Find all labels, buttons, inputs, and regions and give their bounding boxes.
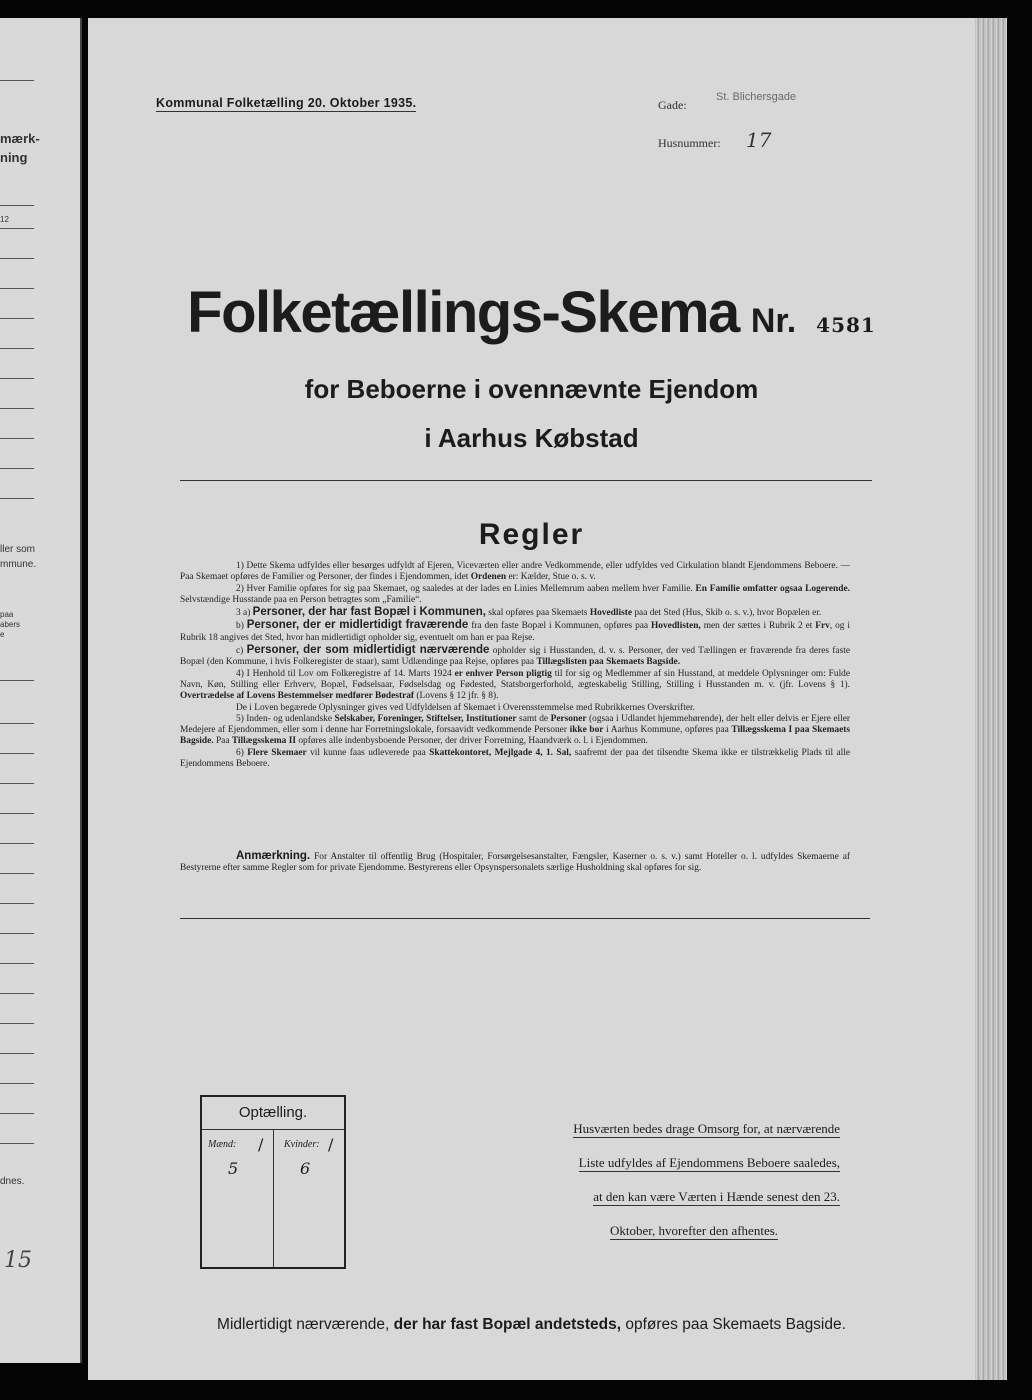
rule-3b: b) Personer, der er midlertidigt fraværende fra den faste Bopæl i Kommunen, opføres paa Hovedlisten, men der sættes i Rubrik 2 et Frv, og i Rubrik 18 angives det Sted, hvor han midlertidigt opholder sig, eventuelt om han er paa Rejse. [180, 619, 851, 643]
rule-line [0, 873, 34, 874]
rule-line [0, 1023, 34, 1024]
census-heading: Kommunal Folketælling 20. Oktober 1935. [156, 96, 417, 110]
count-divider [273, 1130, 274, 1267]
footer-note: Midlertidigt nærværende, der har fast Bopæl andetsteds, opføres paa Skemaets Bagside. [217, 1316, 846, 1333]
rule-line [0, 498, 34, 499]
host-notice-line: Oktober, hvorefter den afhentes. [609, 1223, 779, 1238]
left-fragment: 12 [0, 215, 9, 224]
rule-line [0, 378, 34, 379]
handwritten-note: 15 [4, 1248, 32, 1273]
remark-section [180, 851, 850, 875]
rule-line [0, 468, 34, 469]
census-form-page [88, 18, 975, 1380]
page-stack-edge [975, 18, 1007, 1380]
rule-line [0, 1053, 34, 1054]
rule-line [0, 753, 34, 754]
rule-line [0, 843, 34, 844]
rules-text [180, 561, 850, 770]
check-mark: / [328, 1135, 334, 1154]
left-fragment: mmune. [0, 559, 37, 570]
rule-line [0, 723, 34, 724]
subtitle-line-2: i Aarhus Købstad [424, 423, 639, 453]
rule-line [0, 1143, 34, 1144]
rule-line [0, 408, 34, 409]
left-fragment: ning [0, 150, 28, 165]
rule-line [0, 993, 34, 994]
left-fragment: mærk- [0, 131, 40, 146]
divider [180, 918, 870, 919]
rule-line [0, 813, 34, 814]
rule-1: 1) Dette Skema udfyldes eller besørges udfyldt af Ejeren, Viceværten eller andre Vedkommende, eller udfyldes ved Cirkulation blandt Ejendommens Beboere. — Paa Skemaet opføres de Familier og Personer, der findes i Ejendommen, idet Ordenen er: Kælder, Stue o. s. v. [180, 561, 850, 583]
rule-line [0, 228, 34, 229]
divider [180, 480, 872, 481]
form-title-main: Folketællings-Skema [187, 280, 739, 345]
form-serial-number: 4581 [816, 313, 876, 337]
rule-line [0, 903, 34, 904]
rule-line [0, 1113, 34, 1114]
left-fragment: ller som [0, 544, 36, 555]
left-fragment: dnes. [0, 1176, 25, 1187]
rule-4: 4) I Henhold til Lov om Folkeregistre af 14. Marts 1924 er enhver Person pligtig til for sig og Medlemmer af sin Husstand, at meddele Oplysninger om: Fulde Navn, Køn, Stilling eller Erhverv, Bopæl, Fødselsaar, Fødselsdag og Fødested, Statsborgerforhold, ægteskabelig Stilling, Stilling i Husstanden m. v. (jfr. Lovens § 1). Overtrædelse af Lovens Bestemmelser medfører Bødestraf (Lovens § 12 jfr. § 8). [180, 668, 851, 702]
rule-line [0, 205, 34, 206]
host-notice-line: Liste udfyldes af Ejendommens Beboere saaledes, [578, 1155, 840, 1170]
women-count: 6 [300, 1159, 311, 1178]
rule-line [0, 933, 34, 934]
subtitle-line-1: for Beboerne i ovennævnte Ejendom [304, 374, 759, 404]
left-fragment: paa [0, 610, 14, 619]
count-title: Optælling. [202, 1097, 344, 1130]
left-page-edge [0, 18, 82, 1363]
host-notice-line: at den kan være Værten i Hænde senest den 23. [593, 1189, 840, 1204]
rule-line [0, 1083, 34, 1084]
rule-4-continued: De i Loven begærede Oplysninger gives ved Udfyldelsen af Skemaet i Overensstemmelse med Rubrikkernes Overskrifter. [236, 702, 695, 713]
check-mark: / [258, 1135, 264, 1154]
rule-3a: 3 a) Personer, der har fast Bopæl i Kommunen, skal opføres paa Skemaets Hovedliste paa det Sted (Hus, Skib o. s. v.), hvor Bopælen er. [236, 606, 822, 619]
rule-line [0, 80, 34, 81]
remark-text: Anmærkning. For Anstalter til offentlig Brug (Hospitaler, Forsørgelsesanstalter, Fængsler, Kaserner o. s. v.) samt Hoteller o. l. udfyldes Skemaerne af Bestyrerne efter samme Regler som for private Ejendomme. Bestyrerens eller Opsynspersonalets særlige Husholdning skal opføres for sig. [180, 850, 851, 874]
men-label: Mænd: [208, 1139, 237, 1150]
rule-line [0, 680, 34, 681]
street-label: Gade: [658, 98, 687, 112]
count-box [200, 1095, 346, 1269]
rule-3c: c) Personer, der som midlertidigt nærværende opholder sig i Husstanden, d. v. s. Personer, der ved Tællingen er fraværende fra deres faste Bopæl (den Kommune, i hvis Folkeregister de staar), samt Udlændinge paa Rejse, opføres paa Tillægslisten paa Skemaets Bagside. [180, 644, 851, 668]
rule-2: 2) Hver Familie opføres for sig paa Skemaet, og saaledes at der lades en Linies Mellemrum aaben mellem hver Familie. En Familie omfatter ogsaa Logerende. Selvstændige Husstande paa en Person betragtes som „Familie“. [180, 583, 850, 605]
rule-5: 5) Inden- og udenlandske Selskaber, Foreninger, Stiftelser, Institutioner samt de Personer (ogsaa i Udlandet hjemmehørende), der helt eller delvis er Ejere eller Medejere af Ejendommen, eller som i denne har Forretningslokale, forsaavidt vedkommende Personer ikke bor i Aarhus Kommune, opføres paa Tillægsskema I paa Skemaets Bagside. Paa Tillægsskema II opføres alle indenbysboende Personer, der driver Forretning, Haandværk o. l. i Ejendommen. [180, 713, 851, 747]
rule-line [0, 348, 34, 349]
rule-line [0, 783, 34, 784]
left-fragment: abers [0, 620, 21, 629]
rule-line [0, 258, 34, 259]
rules-heading: Regler [478, 518, 585, 551]
rule-line [0, 288, 34, 289]
host-notice-line: Husværten bedes drage Omsorg for, at nærværende [573, 1121, 840, 1136]
host-notice [508, 1112, 840, 1248]
form-title-nr: Nr. [750, 302, 797, 340]
rule-line [0, 963, 34, 964]
women-label: Kvinder: [284, 1139, 320, 1150]
house-number-label: Husnummer: [658, 136, 721, 150]
men-count: 5 [228, 1159, 239, 1178]
rule-line [0, 318, 34, 319]
house-number-value: 17 [746, 128, 772, 152]
street-value: St. Blichersgade [716, 91, 797, 103]
left-fragment: e [0, 630, 5, 639]
rule-6: 6) Flere Skemaer vil kunne faas udleverede paa Skattekontoret, Mejlgade 4, 1. Sal, saafremt der paa det tilsendte Skema ikke er tilstrækkelig Plads til alle Ejendommens Beboere. [180, 747, 851, 770]
form-title [88, 278, 975, 360]
rule-line [0, 438, 34, 439]
